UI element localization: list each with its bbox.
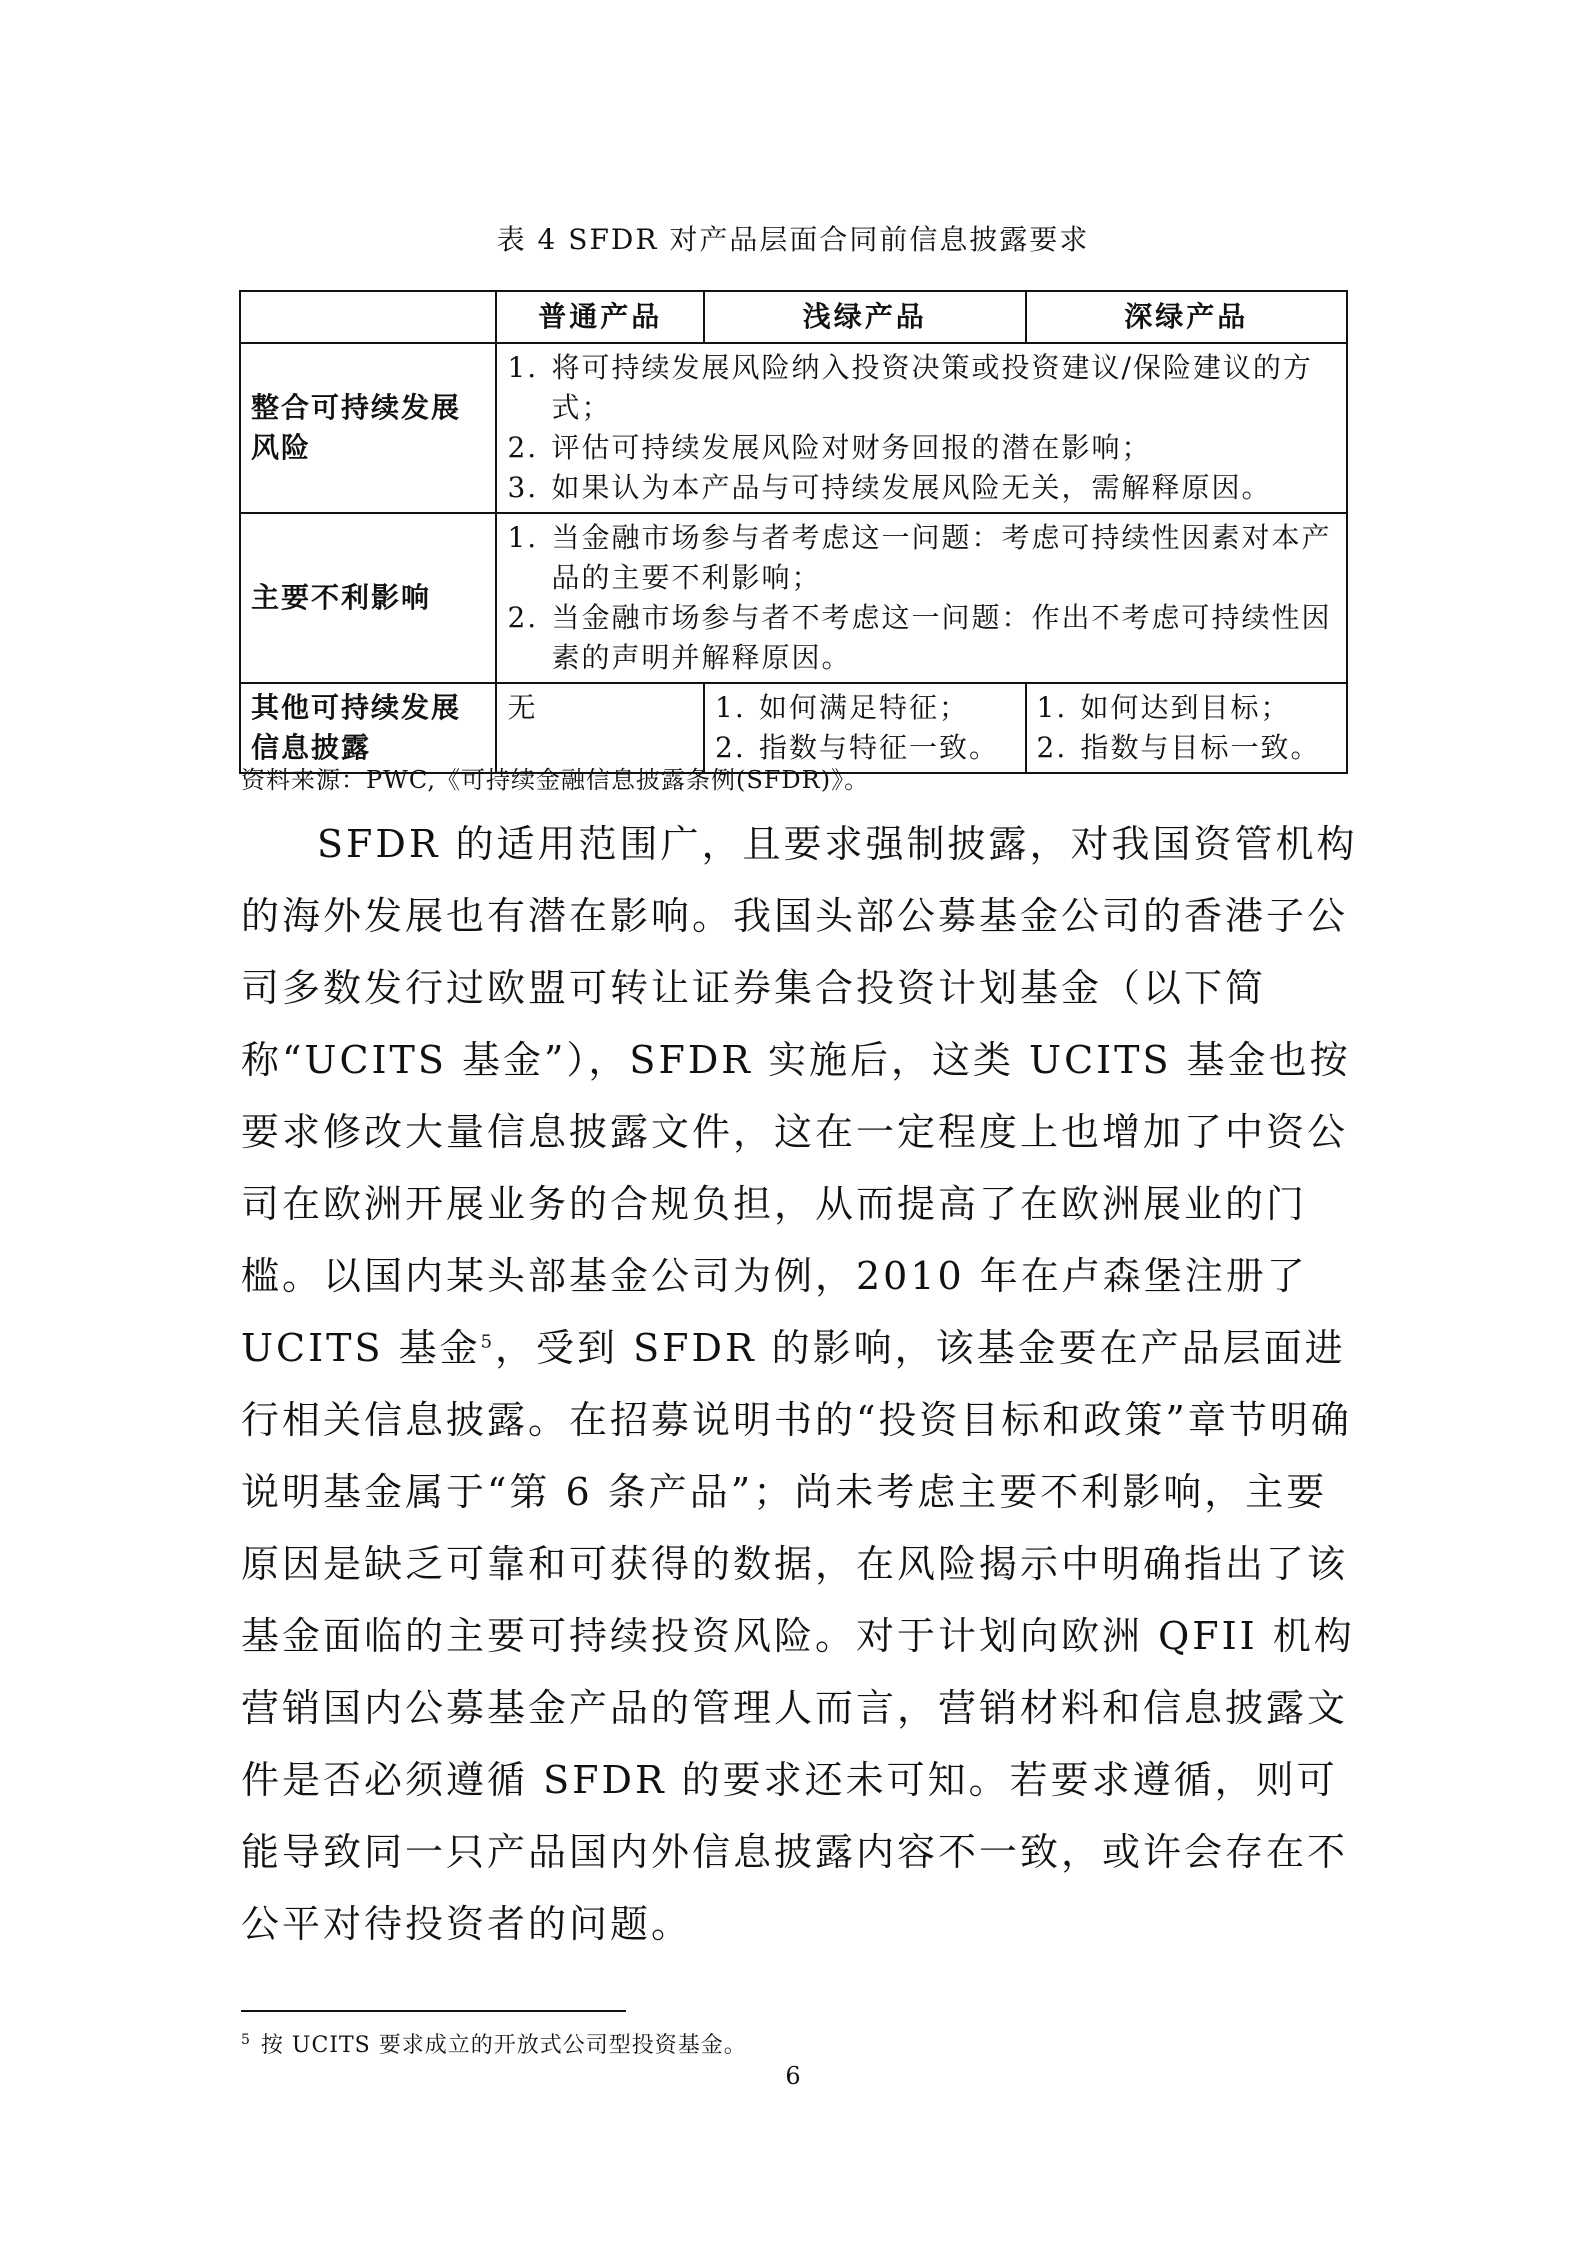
list-item: 1. 如何满足特征； (715, 691, 970, 724)
table-caption: 表 4 SFDR 对产品层面合同前信息披露要求 (496, 223, 1090, 256)
header-empty (240, 291, 496, 343)
table-row-sustainability-risk (240, 343, 1347, 513)
sfdr-disclosure-table (239, 290, 1348, 774)
footnote (241, 2028, 747, 2059)
table-row-adverse-impact (240, 513, 1347, 683)
page-number: 6 (785, 2062, 801, 2090)
row-content (496, 513, 1347, 683)
row-label: 整合可持续发展风险 (240, 343, 496, 513)
header-light-green-product: 浅绿产品 (704, 291, 1025, 343)
table-source: 资料来源：PWC,《可持续金融信息披露条例(SFDR)》。 (241, 766, 870, 794)
list-item: 2. 当金融市场参与者不考虑这一问题：作出不考虑可持续性因素的声明并解释原因。 (507, 601, 1332, 674)
list-item: 2. 指数与目标一致。 (1036, 731, 1321, 764)
footnote-divider (241, 2010, 626, 2012)
header-dark-green-product: 深绿产品 (1026, 291, 1348, 343)
footnote-text: 按 UCITS 要求成立的开放式公司型投资基金。 (260, 2033, 747, 2058)
list-item: 1. 当金融市场参与者考虑这一问题：考虑可持续性因素对本产品的主要不利影响； (507, 521, 1332, 594)
dark-green-cell (1026, 683, 1348, 773)
list-item: 1. 将可持续发展风险纳入投资决策或投资建议/保险建议的方式； (507, 351, 1313, 424)
row-label: 主要不利影响 (240, 513, 496, 683)
row-label: 其他可持续发展信息披露 (240, 683, 496, 773)
footnote-reference[interactable]: 5 (480, 1331, 496, 1353)
body-text-part2: ，受到 SFDR 的影响，该基金要在产品层面进行相关信息披露。在招募说明书的“投资目标和政策”章节明确说明基金属于“第 6 条产品”；尚未考虑主要不利影响，主要原因是缺乏可靠和可获得的数据，在风险揭示中明确指出了该基金面临的主要可持续投资风险。对于计划向欧洲 QFII 机构营销国内公募基金产品的管理人而言，营销材料和信息披露文件是否必须遵循 SFDR 的要求还未可知。若要求遵循，则可能导致同一只产品国内外信息披露内容不一致，或许会存在不公平对待投资者的问题。 (241, 1326, 1355, 1946)
header-ordinary-product: 普通产品 (496, 291, 704, 343)
body-paragraph (241, 808, 1361, 1960)
footnote-marker: 5 (241, 2031, 251, 2048)
list-item: 2. 指数与特征一致。 (715, 731, 1000, 764)
row-content (496, 343, 1347, 513)
body-text-part1: SFDR 的适用范围广，且要求强制披露，对我国资管机构的海外发展也有潜在影响。我国头部公募基金公司的香港子公司多数发行过欧盟可转让证券集合投资计划基金（以下简称“UCITS 基金”），SFDR 实施后，这类 UCITS 基金也按要求修改大量信息披露文件，这在一定程度上也增加了中资公司在欧洲开展业务的合规负担，从而提高了在欧洲展业的门槛。以国内某头部基金公司为例，2010 年在卢森堡注册了 UCITS 基金 (241, 822, 1358, 1370)
list-item: 1. 如何达到目标； (1036, 691, 1291, 724)
list-item: 2. 评估可持续发展风险对财务回报的潜在影响； (507, 431, 1152, 464)
list-item: 3. 如果认为本产品与可持续发展风险无关，需解释原因。 (507, 471, 1272, 504)
ordinary-cell: 无 (496, 683, 704, 773)
table-header-row (240, 291, 1347, 343)
